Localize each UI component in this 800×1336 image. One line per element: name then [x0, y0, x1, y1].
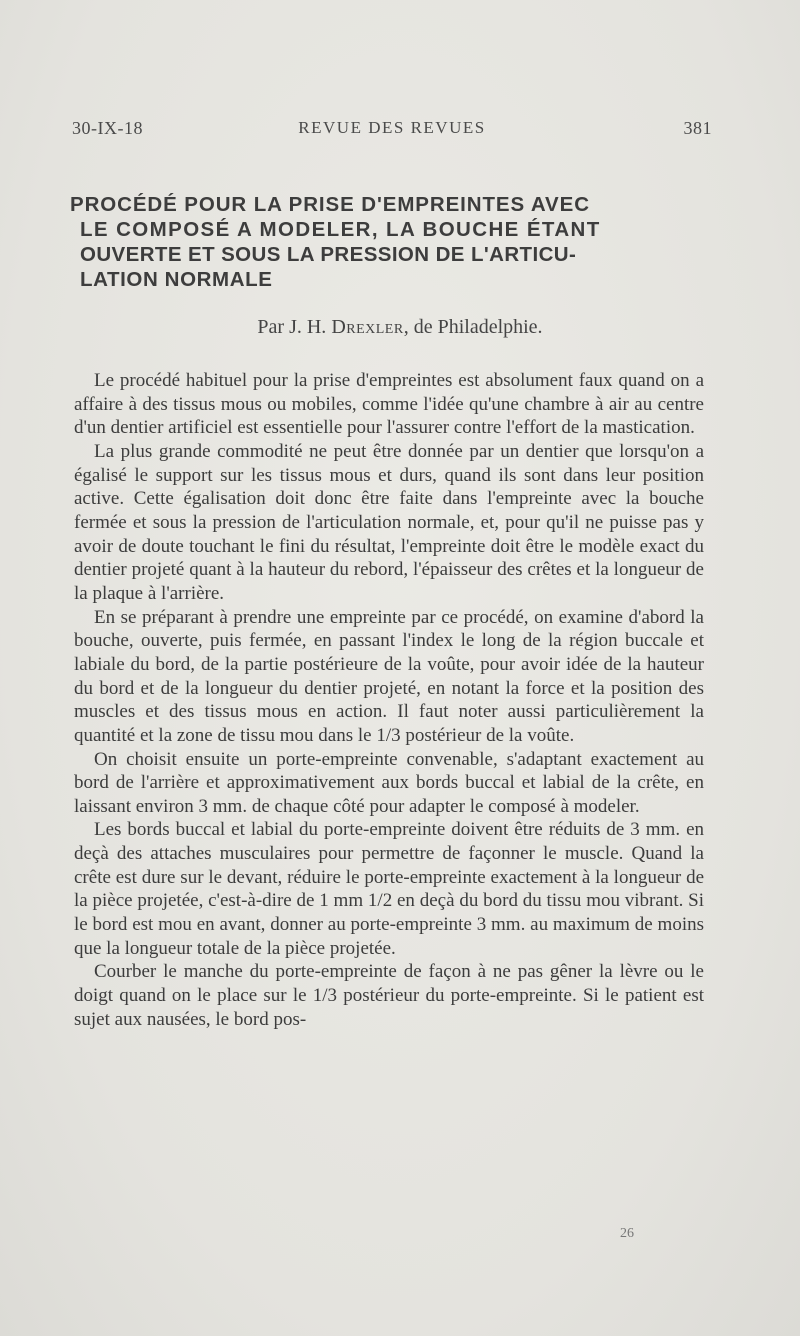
- byline-prefix: Par J. H.: [257, 316, 327, 338]
- signature-mark: 26: [620, 1226, 634, 1241]
- body-paragraph: Le procédé habituel pour la prise d'empreintes est absolument faux quand on a affaire à des tissus mous ou mobiles, comme l'idée qu'une chambre à air au centre d'un dentier artificiel est essentielle pour l'assurer contre l'effort de la mastication.: [74, 370, 704, 439]
- body-paragraph: La plus grande commodité ne peut être donnée par un dentier que lorsqu'on a égalisé le support sur les tissus mous et durs, quand ils sont dans leur position active. Cette égalisation doit donc être faite dans l'empreinte avec la bouche fermée et sous la pression de l'articulation normale, et, pour qu'il ne puisse pas y avoir de doute touchant le fini du résultat, l'empreinte doit être le modèle exact du dentier projeté quant à la hauteur du rebord, l'épaisseur des crêtes et la longueur de la plaque à l'arrière.: [74, 440, 704, 604]
- byline-suffix: , de Philadelphie.: [403, 316, 543, 338]
- byline-author: Drexler: [331, 316, 404, 338]
- article-body: [74, 369, 704, 1031]
- body-paragraph: Les bords buccal et labial du porte-empreinte doivent être réduits de 3 mm. en deçà des attaches musculaires pour permettre de façonner le muscle. Quand la crête est dure sur le devant, réduire le porte-empreinte exactement à la longueur de la pièce projetée, c'est-à-dire de 1 mm 1/2 en deçà du bord du tissu mou vibrant. Si le bord est mou en avant, donner au porte-empreinte 3 mm. au maximum de moins que la longueur totale de la pièce projetée.: [74, 819, 704, 959]
- header-journal-title: REVUE DES REVUES: [298, 118, 486, 137]
- running-header: [72, 118, 712, 144]
- header-page-number: 381: [683, 118, 712, 138]
- body-paragraph: On choisit ensuite un porte-empreinte convenable, s'adaptant exactement au bord de l'arrière et approximativement aux bords buccal et labial de la crête, en laissant environ 3 mm. de chaque côté pour adapter le composé à modeler.: [74, 748, 704, 817]
- body-paragraph: Courber le manche du porte-empreinte de façon à ne pas gêner la lèvre ou le doigt quand on le place sur le 1/3 postérieur du porte-empreinte. Si le patient est sujet aux nausées, le bord pos-: [74, 961, 704, 1030]
- body-paragraph: En se préparant à prendre une empreinte par ce procédé, on examine d'abord la bouche, ouverte, puis fermée, en passant l'index le long de la région buccale et labiale du bord, de la partie postérieure de la voûte, pour avoir idée de la hauteur du bord et de la longueur du dentier projeté, en notant la force et la position des muscles et des tissus mous en action. Il faut noter aussi particulièrement la quantité et la zone de tissu mou dans le 1/3 postérieur de la voûte.: [74, 606, 704, 746]
- title-line: PROCÉDÉ POUR LA PRISE D'EMPREINTES AVEC: [70, 193, 590, 216]
- article-title: [70, 192, 710, 292]
- title-line: OUVERTE ET SOUS LA PRESSION DE L'ARTICU-: [80, 243, 577, 266]
- header-date: 30-IX-18: [72, 118, 143, 138]
- article-byline: [0, 316, 800, 339]
- title-line: LATION NORMALE: [80, 268, 273, 291]
- title-line: LE COMPOSÉ A MODELER, LA BOUCHE ÉTANT: [80, 218, 601, 241]
